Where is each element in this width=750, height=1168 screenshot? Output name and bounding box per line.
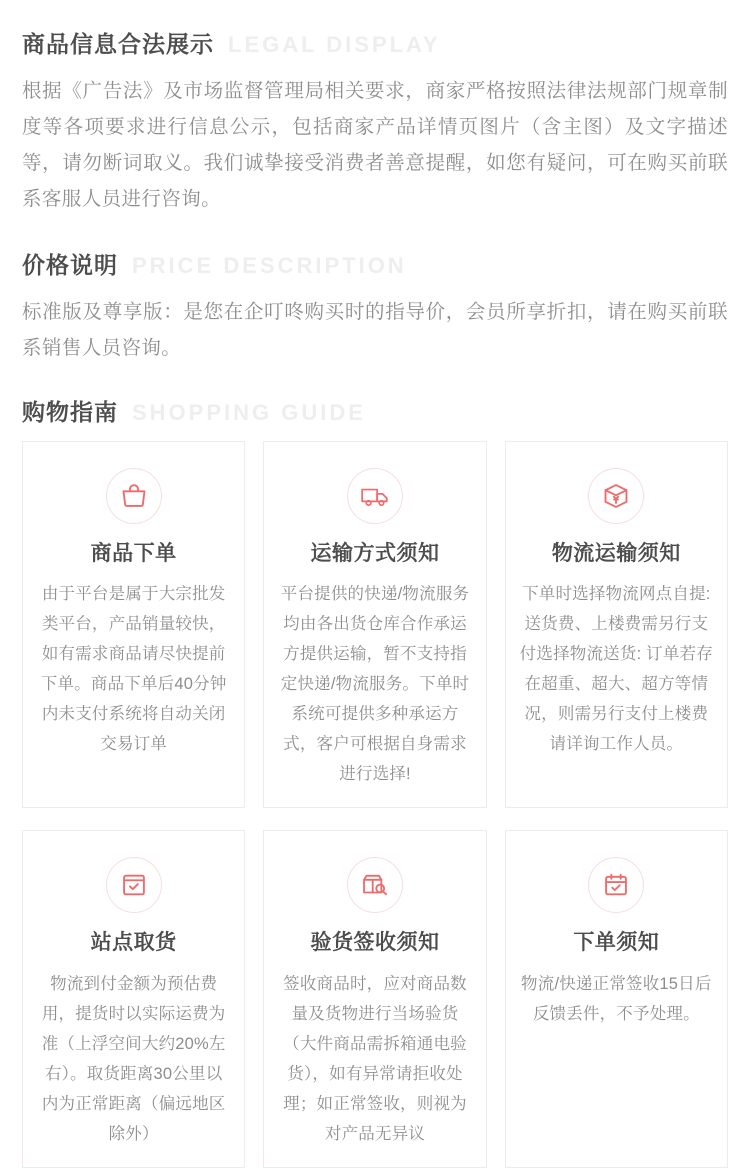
calendar-check-icon [588,857,644,913]
price-description-section [22,247,728,366]
guide-card [263,830,486,1167]
truck-icon [347,468,403,524]
guide-card-title: 验货签收须知 [310,931,440,955]
guide-card-body: 由于平台是属于大宗批发类平台，产品销量较快，如有需求商品请尽快提前下单。商品下单后40分钟内未支付系统将自动关闭交易订单 [40,585,227,754]
guide-card-body: 物流到付金额为预估费用，提货时以实际运费为准（上浮空间大约20%左右）。取货距离30公里以内为正常距离（偏远地区除外） [41,974,226,1143]
guide-card-title: 商品下单 [90,542,177,565]
checklist-icon [106,857,162,913]
section-title-en: SHOPPING GUIDE [132,400,366,425]
price-description-paragraph: 标准版及尊享版：是您在企叮咚购买时的指导价，会员所享折扣，请在购买前联系销售人员咨询。 [22,301,728,359]
guide-card-grid [22,441,728,1168]
shopping-guide-section [22,394,728,1168]
section-title-cn: 商品信息合法展示 [22,31,214,57]
section-title-en: LEGAL DISPLAY [228,32,441,57]
section-title-cn: 购物指南 [22,399,118,425]
guide-card-body: 下单时选择物流网点自提:送货费、上楼费需另行支付选择物流送货: 订单若存在超重、超大、超方等情况，则需另行支付上楼费请详询工作人员。 [519,585,713,754]
parcel-yuan-icon [588,468,644,524]
guide-card [22,830,245,1167]
guide-card-title: 站点取货 [90,931,177,955]
guide-card-title: 运输方式须知 [310,542,440,565]
package-search-icon [347,857,403,913]
shopping-guide-heading [22,394,728,427]
guide-card-title: 物流运输须知 [551,542,681,565]
guide-card [505,441,728,808]
section-title-cn: 价格说明 [22,252,118,278]
price-description-heading [22,247,728,280]
guide-card-body: 签收商品时，应对商品数量及货物进行当场验货（大件商品需拆箱通电验货），如有异常请拒收处理；如正常签收，则视为对产品无异议 [283,974,467,1143]
handbag-icon [106,468,162,524]
section-title-en: PRICE DESCRIPTION [132,253,407,278]
guide-card [263,441,486,808]
guide-card [505,830,728,1167]
legal-display-section [22,26,728,217]
legal-display-heading [22,26,728,59]
guide-card-body: 物流/快递正常签收15日后反馈丢件，不予处理。 [521,974,712,1023]
guide-card-title: 下单须知 [573,931,660,955]
guide-card [22,441,245,808]
legal-display-paragraph: 根据《广告法》及市场监督管理局相关要求，商家严格按照法律法规部门规章制度等各项要求进行信息公示，包括商家产品详情页图片（含主图）及文字描述等，请勿断词取义。我们诚挚接受消费者善意提醒，如您有疑问，可在购买前联系客服人员进行咨询。 [22,80,728,210]
guide-card-body: 平台提供的快递/物流服务均由各出货仓库合作承运方提供运输，暂不支持指定快递/物流服务。下单时系统可提供多种承运方式，客户可根据自身需求进行选择! [280,585,470,784]
